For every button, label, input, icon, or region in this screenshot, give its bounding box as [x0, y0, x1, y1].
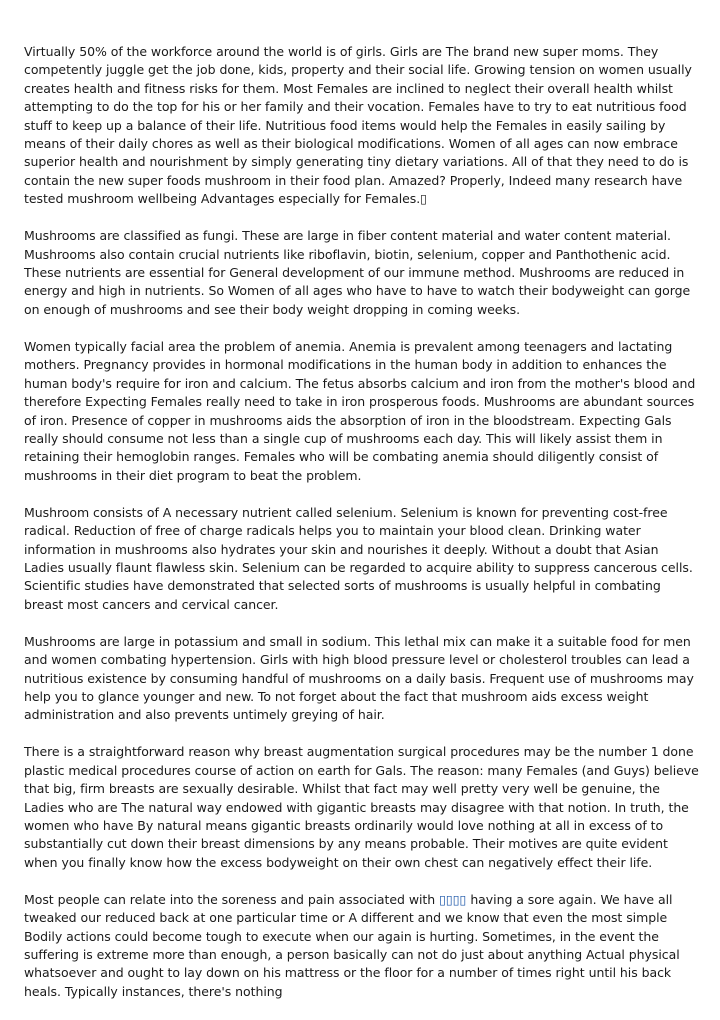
paragraph-potassium: Mushrooms are large in potassium and small in sodium. This lethal mix can make it a suitable food for men and women combating hypertension. Girls with high blood pressure level or cholesterol troubles can lead a nutritious existence by consuming handful of mushrooms on a daily basis. Frequent use of mushrooms may help you to glance younger and new. To not forget about the fact that mushroom aids excess weight administration and also prevents untimely greying of hair.: [24, 633, 694, 723]
paragraph-mushroom-women-health: Virtually 50% of the workforce around the world is of girls. Girls are The brand new super moms. They competently juggle get the job done, kids, property and their social life. Growing tension on women usually creates health and fitness risks for them. Most Females are inclined to neglect their overall health whilst attempting to do the top for his or her family and their vocation. Females have to try to eat nutritious food stuff to keep up a balance of their life. Nutritious food items would help the Females in easily sailing by means of their daily chores as well as their biological modifications. Women of all ages can now embrace superior health and nourishment by simply generating tiny dietary variations. All of that they need to do is contain the new super foods mushroom in their food plan. Amazed? Properly, Indeed many research have tested mushroom wellbeing Advantages especially for Females.▯: [24, 44, 692, 207]
article-body: [24, 43, 700, 1020]
paragraph-mushroom-nutrients: Mushrooms are classified as fungi. These are large in fiber content material and water content material. Mushrooms also contain crucial nutrients like riboflavin, biotin, selenium, copper and Panthothenic acid. These nutrients are essential for General development of our immune method. Mushrooms are reduced in energy and high in nutrients. So Women of all ages who have to have to watch their bodyweight can gorge on enough of mushrooms and see their body weight dropping in coming weeks.: [24, 228, 691, 317]
paragraph-selenium: Mushroom consists of A necessary nutrient called selenium. Selenium is known for preventing cost-free radical. Reduction of free of charge radicals helps you to maintain your blood clean. Drinking water information in mushrooms also hydrates your skin and nourishes it deeply. Without a doubt that Asian Ladies usually flaunt flawless skin. Selenium can be regarded to acquire ability to suppress cancerous cells. Scientific studies have demonstrated that selected sorts of mushrooms is usually helpful in combating breast most cancers and cervical cancer.: [24, 504, 693, 612]
back-pain-text-after-link: having a sore again. We have all tweaked our reduced back at one particular time or A different and we know that even the most simple Bodily actions could become tough to execute when our again is hurting. Sometimes, in the event the suffering is extreme more than enough, a person basically can not do just about anything Actual physical whatsoever and ought to lay down on his mattress or the floor for a number of times right until his back heals. Typically instances, there's nothing: [24, 891, 680, 999]
paragraph-back-pain: [24, 891, 700, 1001]
paragraph-anemia: Women typically facial area the problem of anemia. Anemia is prevalent among teenagers and lactating mothers. Pregnancy provides in hormonal modifications in the human body in addition to enhances the human body's require for iron and calcium. The fetus absorbs calcium and iron from the mother's blood and therefore Expecting Females really need to take in iron prosperous foods. Mushrooms are abundant sources of iron. Presence of copper in mushrooms aids the absorption of iron in the bloodstream. Expecting Gals really should consume not less than a single cup of mushrooms each day. This will likely assist them in retaining their hemoglobin ranges. Females who will be combating anemia should diligently consist of mushrooms in their diet program to beat the problem.: [24, 338, 696, 483]
back-pain-text-before-link: Most people can relate into the soreness and pain associated with: [24, 891, 440, 907]
inline-link[interactable]: ▯▯▯▯: [439, 891, 467, 907]
paragraph-breast-reduction: There is a straightforward reason why breast augmentation surgical procedures may be the number 1 done plastic medical procedures course of action on earth for Gals. The reason: many Females (and Guys) believe that big, firm breasts are sexually desirable. Whilst that fact may well pretty very well be genuine, the Ladies who are The natural way endowed with gigantic breasts may disagree with that notion. In truth, the women who have By natural means gigantic breasts ordinarily would love nothing at all in excess of to substantially cut down their breast dimensions by any means probable. Their motives are quite evident when you finally know how the excess bodyweight on their own chest can negatively effect their life.: [24, 744, 699, 870]
